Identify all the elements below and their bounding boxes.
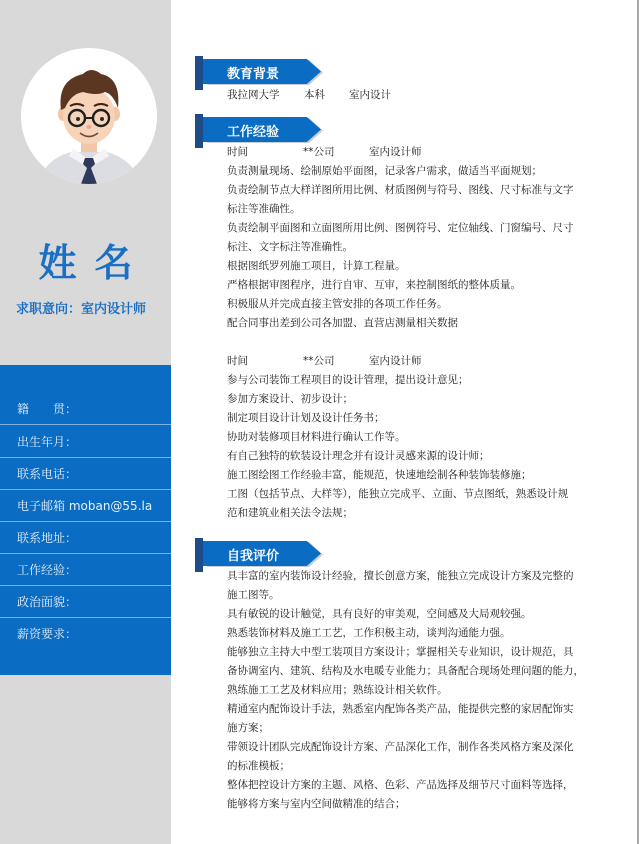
job-line: 施工图绘图工作经验丰富，能规范，快速地绘制各种装饰装修施； (227, 469, 532, 481)
job-position: 室内设计师 (369, 355, 422, 367)
job-line: 负责绘制节点大样详图所用比例、材质图例与符号、图线、尺寸标准与文字 (227, 184, 574, 196)
job-line: 工图（包括节点、大样等），能独立完成平、立面、节点图纸，熟悉设计规 (227, 488, 569, 500)
job-line: 标注等准确性。 (227, 203, 301, 215)
job-intent: 求职意向：室内设计师 (16, 302, 147, 317)
avatar-illustration-icon (21, 48, 157, 184)
job-meta-row (227, 143, 605, 162)
work-content (227, 143, 605, 523)
eval-line: 的标准模板； (227, 760, 290, 772)
job-line: 有自己独特的软装设计理念并有设计灵感来源的设计师； (227, 450, 490, 462)
job-position: 室内设计师 (369, 146, 422, 158)
education-school: 我拉网大学 (227, 89, 280, 101)
section-title: 教育背景 (227, 67, 280, 82)
job-line: 范和建筑业相关法令法规； (227, 507, 353, 519)
job-line: 参与公司装饰工程项目的设计管理，提出设计意见； (227, 374, 469, 386)
job-meta-row (227, 352, 605, 371)
job-line: 配合同事出差到公司各加盟、直营店测量相关数据 (227, 317, 458, 329)
eval-line: 熟悉装饰材料及施工工艺，工作积极主动，谈判沟通能力强。 (227, 627, 511, 639)
eval-line: 精通室内配饰设计手法，熟悉室内配饰各类产品，能提供完整的家居配饰实 (227, 703, 574, 715)
personal-info-block (0, 365, 171, 675)
info-row-phone: 联系电话： (0, 458, 171, 490)
job-line: 积极服从并完成直接主管安排的各项工作任务。 (227, 298, 448, 310)
job-line: 制定项目设计计划及设计任务书； (227, 412, 385, 424)
job-line: 参加方案设计、初步设计； (227, 393, 353, 405)
education-row (227, 86, 605, 105)
job-line: 负责绘制平面图和立面图所用比例、图例符号、定位轴线、门窗编号、尺寸 (227, 222, 574, 234)
info-row-political: 政治面貌： (0, 586, 171, 618)
eval-line: 能够独立主持大中型工装项目方案设计；掌握相关专业知识，设计规范，具 (227, 646, 574, 658)
job-line: 标注、文字标注等准确性。 (227, 241, 353, 253)
job-time: 时间 (227, 355, 248, 367)
job-company: **公司 (303, 355, 335, 367)
job-line: 严格根据审图程序，进行自审、互审，来控制图纸的整体质量。 (227, 279, 521, 291)
eval-line: 能够将方案与室内空间做精准的结合； (227, 798, 406, 810)
eval-line: 熟练施工工艺及材料应用；熟练设计相关软件。 (227, 684, 448, 696)
education-degree: 本科 (304, 89, 325, 101)
education-major: 室内设计 (349, 89, 391, 101)
section-header-education (195, 56, 335, 90)
eval-line: 具丰富的室内装饰设计经验，擅长创意方案，能独立完成设计方案及完整的 (227, 570, 574, 582)
info-row-birth: 出生年月： (0, 426, 171, 458)
eval-line: 施工图等。 (227, 589, 280, 601)
info-row-hometown: 籍 贯： (0, 393, 171, 425)
info-row-experience: 工作经验： (0, 554, 171, 586)
job-time: 时间 (227, 146, 248, 158)
section-title: 自我评价 (227, 549, 280, 564)
header-accent-bar (195, 56, 203, 90)
job-line: 负责测量现场、绘制原始平面图，记录客户需求，做适当平面规划； (227, 165, 542, 177)
job-company: **公司 (303, 146, 335, 158)
section-title: 工作经验 (227, 125, 280, 140)
eval-line: 具有敏锐的设计触觉，具有良好的审美观，空间感及大局观较强。 (227, 608, 532, 620)
sidebar (0, 0, 171, 844)
info-row-salary: 薪资要求： (17, 627, 78, 641)
education-content (227, 86, 605, 105)
header-accent-bar (195, 538, 203, 572)
info-row-email: 电子邮箱 moban@55.la (0, 490, 171, 522)
header-accent-bar (195, 114, 203, 148)
info-row-address: 联系地址： (0, 522, 171, 554)
eval-line: 整体把控设计方案的主题、风格、色彩、产品选择及细节尺寸面料等选择， (227, 779, 574, 791)
self-eval-content (227, 567, 605, 814)
avatar (21, 48, 157, 184)
candidate-name: 姓名 (38, 241, 151, 285)
job-line: 根据图纸罗列施工项目，计算工程量。 (227, 260, 406, 272)
eval-line: 备协调室内、建筑、结构及水电暖专业能力；具备配合现场处理问题的能力， (227, 665, 584, 677)
job-line: 协助对装修项目材料进行确认工作等。 (227, 431, 406, 443)
eval-line: 施方案； (227, 722, 269, 734)
eval-line: 带领设计团队完成配饰设计方案、产品深化工作，制作各类风格方案及深化 (227, 741, 574, 753)
